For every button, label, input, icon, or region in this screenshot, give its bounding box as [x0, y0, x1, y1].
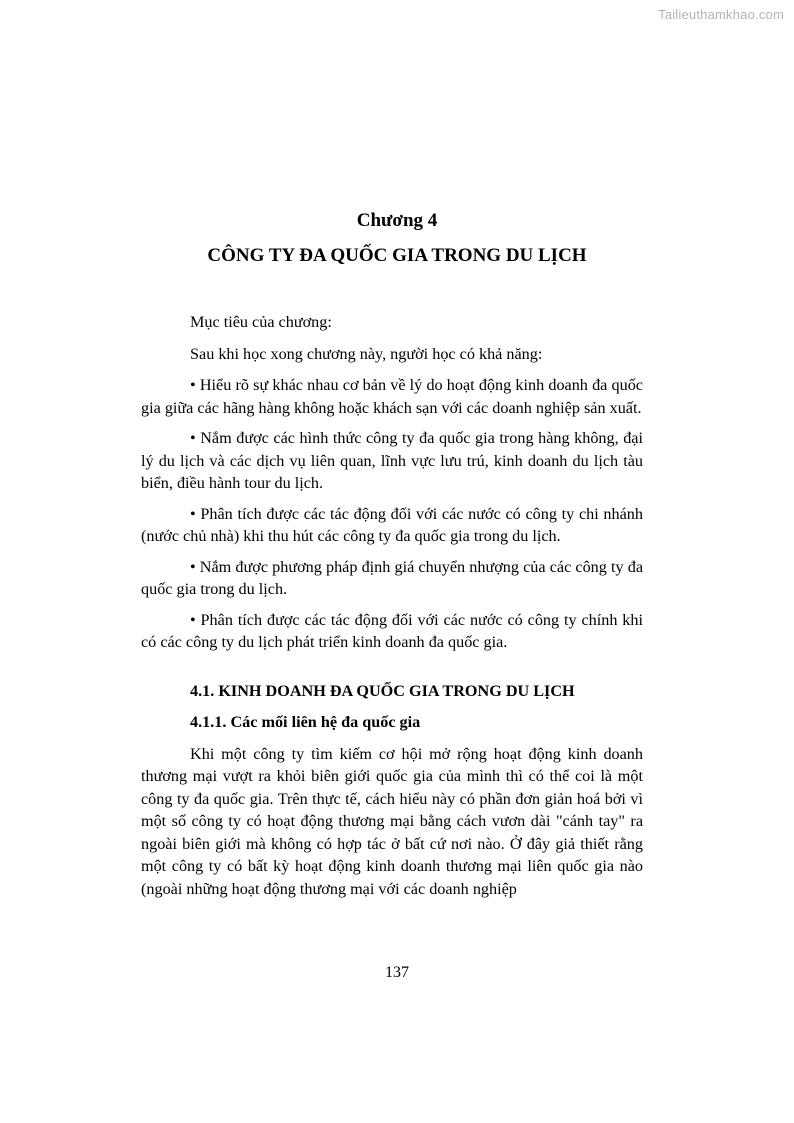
section-heading: 4.1. KINH DOANH ĐA QUỐC GIA TRONG DU LỊCH — [190, 681, 575, 700]
objectives-label: Mục tiêu của chương: — [190, 313, 332, 331]
objective-item: • Nắm được các hình thức công ty đa quốc gia trong hàng không, đại lý du lịch và các dịch vụ liên quan, lĩnh vực lưu trú, kinh doanh du lịch tàu biển, điều hành tour du lịch. — [141, 429, 643, 492]
objectives-intro: Sau khi học xong chương này, người học có khả năng: — [190, 344, 543, 363]
page-number: 137 — [385, 964, 409, 981]
page-content — [141, 311, 643, 900]
objective-item: • Phân tích được các tác động đối với các nước có công ty chính khi có các công ty du lịch phát triển kinh doanh đa quốc gia. — [141, 610, 643, 651]
chapter-title: Chương 4 — [356, 210, 438, 231]
chapter-subtitle: CÔNG TY ĐA QUỐC GIA TRONG DU LỊCH — [207, 245, 587, 266]
objective-item: • Phân tích được các tác động đối với các nước có công ty chi nhánh (nước chủ nhà) khi thu hút các công ty đa quốc gia trong du lịch. — [141, 504, 643, 545]
subsection-heading: 4.1.1. Các mối liên hệ đa quốc gia — [190, 713, 421, 731]
body-paragraph: Khi một công ty tìm kiếm cơ hội mở rộng hoạt động kinh doanh thương mại vượt ra khỏi biên giới quốc gia của mình thì có thể coi là một công ty đa quốc gia. Trên thực tế, cách hiểu này có phần đơn giản hoá bởi vì một số công ty có hoạt động thương mại bằng cách vươn dài "cánh tay" ra ngoài biên giới mà không có hợp tác ở bất cứ nơi nào. Ở đây giả thiết rằng một công ty có bất kỳ hoạt động kinh doanh thương mại liên quốc gia nào (ngoài những hoạt động thương mại với các doanh nghiệp — [141, 744, 643, 898]
objective-item: • Nắm được phương pháp định giá chuyển nhượng của các công ty đa quốc gia trong du lịch. — [141, 557, 643, 598]
objective-item: • Hiểu rõ sự khác nhau cơ bản về lý do hoạt động kinh doanh đa quốc gia giữa các hãng hàng không hoặc khách sạn với các doanh nghiệp sản xuất. — [141, 376, 643, 417]
watermark-text: Tailieuthamkhao.com — [658, 7, 784, 22]
